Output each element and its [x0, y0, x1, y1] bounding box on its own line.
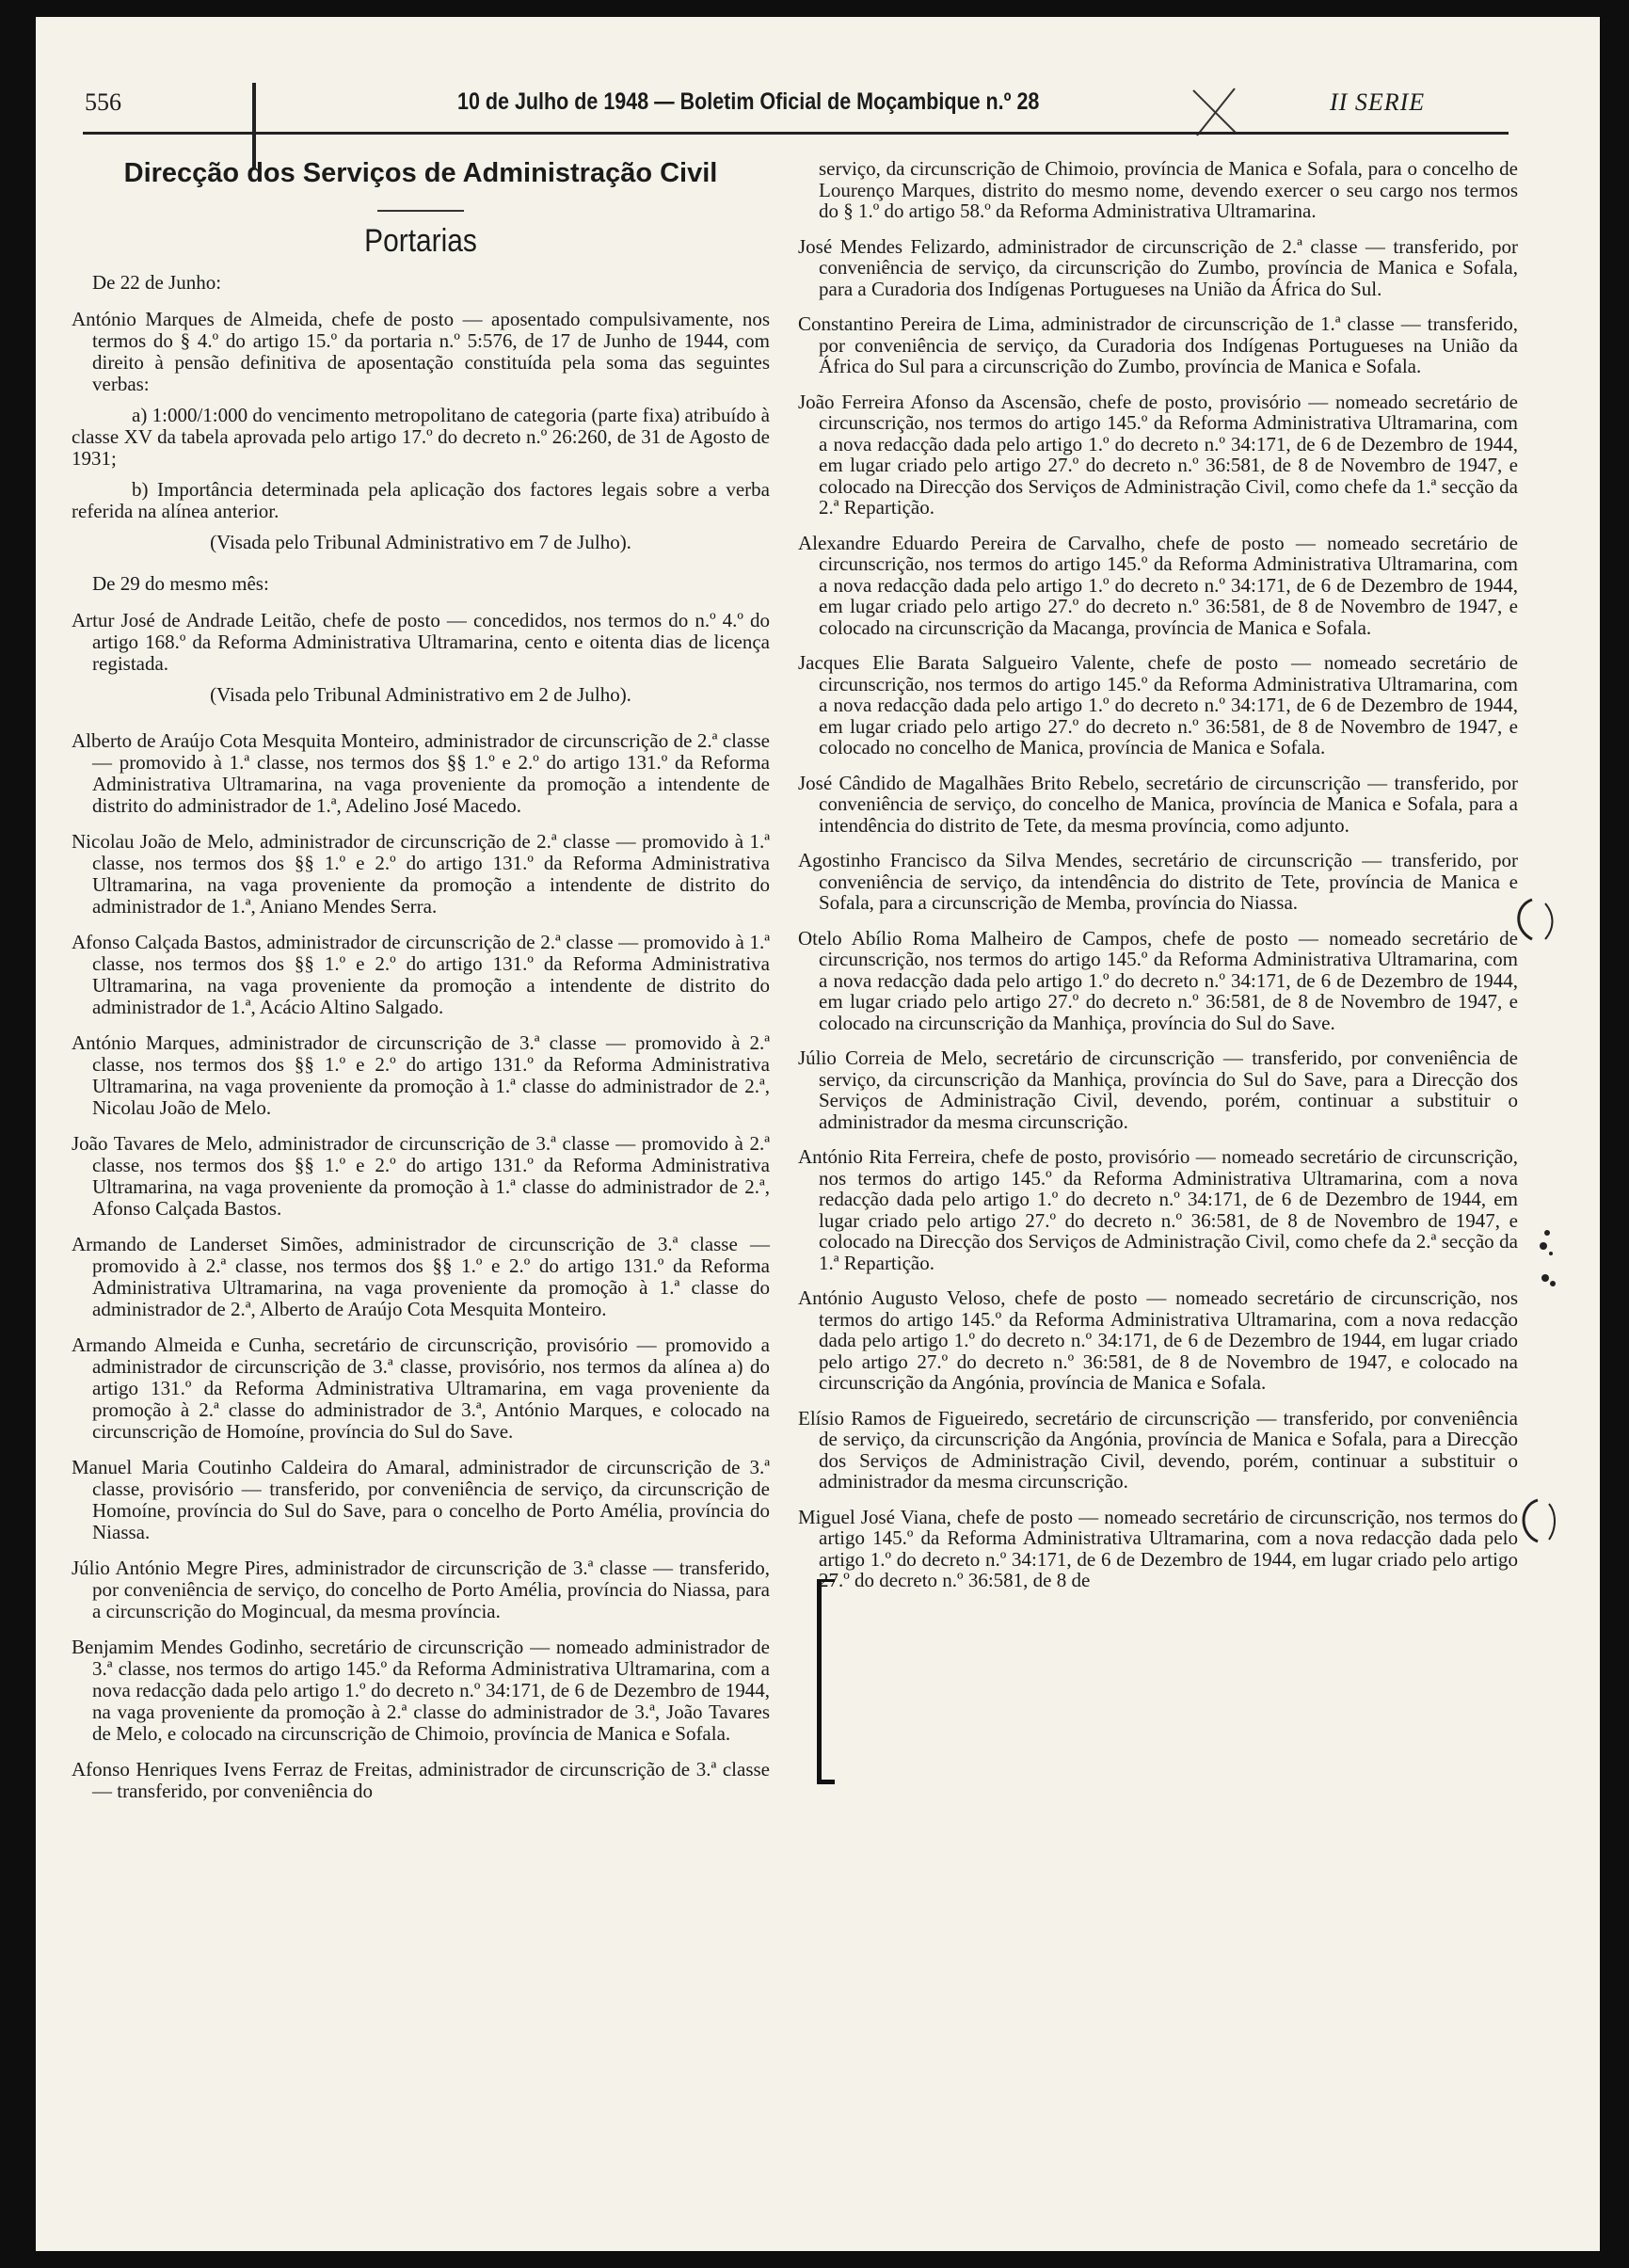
section-title: Direcção dos Serviços de Administração Civil — [123, 158, 718, 188]
margin-punch-mark-icon — [1504, 892, 1560, 949]
page-header — [36, 79, 1600, 136]
portaria-entry: Júlio António Megre Pires, administrador de circunscrição de 3.ª classe — transferido, por conveniência de serviço, do concelho de Porto Amélia, província do Niassa, para a circunscrição do Mogincual, da mesma província. — [72, 1557, 770, 1622]
portaria-entry: Agostinho Francisco da Silva Mendes, secretário de circunscrição — transferido, por conveniência de serviço, da intendência do distrito de Tete, província de Manica e Sofala, para a circunscrição de Memba, província do Niassa. — [798, 849, 1518, 914]
page-number: 556 — [85, 88, 121, 116]
portaria-entry: José Cândido de Magalhães Brito Rebelo, secretário de circunscrição — transferido, por conveniência de serviço, do concelho de Manica, província de Manica e Sofala, para a intendência do distrito de Tete, da mesma província, como adjunto. — [798, 771, 1518, 837]
portaria-entry: Júlio Correia de Melo, secretário de circunscrição — transferido, por conveniência de serviço, da circunscrição da Manhiça, província do Sul do Save, para a Direcção dos Serviços de Administração Civil, devendo, porém, continuar a substituir o administrador da mesma circunscrição. — [798, 1046, 1518, 1133]
portaria-entry: Afonso Henriques Ivens Ferraz de Freitas, administrador de circunscrição de 3.ª classe — transferido, por conveniência do — [72, 1758, 770, 1802]
portaria-entry: Armando de Landerset Simões, administrador de circunscrição de 3.ª classe — promovido à 2.ª classe, nos termos dos §§ 1.º e 2.º do artigo 131.º da Reforma Administrativa Ultramarina, na vaga proveniente da promoção à 1.ª classe do administrador de 2.ª, Alberto de Araújo Cota Mesquita Monteiro. — [72, 1233, 770, 1320]
portaria-entry: Manuel Maria Coutinho Caldeira do Amaral, administrador de circunscrição de 3.ª classe, provisório — transferido, por conveniência de serviço, da circunscrição de Homoíne, província do Sul do Save, para o concelho de Porto Amélia, província do Niassa. — [72, 1456, 770, 1543]
portaria-entry: António Marques de Almeida, chefe de posto — aposentado compulsivamente, nos termos do § 4.º do artigo 15.º da portaria n.º 5:576, de 17 de Junho de 1944, com direito à pensão definitiva de aposentação constituída pela soma das seguintes verbas: — [72, 308, 770, 395]
document-page — [36, 17, 1600, 2251]
visa-note: (Visada pelo Tribunal Administrativo em 2 de Julho). — [210, 683, 631, 706]
portaria-entry: Nicolau João de Melo, administrador de circunscrição de 2.ª classe — promovido à 1.ª classe, nos termos dos §§ 1.º e 2.º do artigo 131.º da Reforma Administrativa Ultramarina, na vaga proveniente da promoção a intendente de distrito do administrador de 1.ª, Aniano Mendes Serra. — [72, 830, 770, 918]
margin-ink-spots-icon — [1534, 1222, 1562, 1297]
portaria-entry: Benjamim Mendes Godinho, secretário de circunscrição — nomeado administrador de 3.ª classe, nos termos do artigo 145.º da Reforma Administrativa Ultramarina, com a nova redacção dada pelo artigo 1.º do decreto n.º 34:171, de 6 de Dezembro de 1944, na vaga proveniente da promoção à 2.ª classe do administrador de 3.ª, João Tavares de Melo, e colocado na circunscrição de Chimoio, província de Manica e Sofala. — [72, 1636, 770, 1745]
series-label: II SERIE — [1330, 88, 1426, 116]
portaria-entry: João Tavares de Melo, administrador de circunscrição de 3.ª classe — promovido à 2.ª classe, nos termos dos §§ 1.º e 2.º do artigo 131.º da Reforma Administrativa Ultramarina, na vaga proveniente da promoção à 1.ª classe do administrador de 2.ª, Afonso Calçada Bastos. — [72, 1132, 770, 1220]
portaria-entry: Constantino Pereira de Lima, administrador de circunscrição de 1.ª classe — transferido, por conveniência de serviço, da Curadoria dos Indígenas Portugueses na União da África do Sul para a circunscrição do Zumbo, província de Manica e Sofala. — [798, 312, 1518, 377]
header-rule — [83, 132, 1509, 135]
date-line: De 29 do mesmo mês: — [92, 572, 269, 595]
portaria-entry: Alberto de Araújo Cota Mesquita Monteiro, administrador de circunscrição de 2.ª classe — promovido à 1.ª classe, nos termos dos §§ 1.º e 2.º do artigo 131.º da Reforma Administrativa Ultramarina, na vaga proveniente da promoção a intendente de distrito do administrador de 1.ª, Adelino José Macedo. — [72, 729, 770, 817]
gazette-title: 10 de Julho de 1948 — Boletim Oficial de Moçambique n.º 28 — [457, 88, 1040, 115]
portaria-entry: José Mendes Felizardo, administrador de circunscrição de 2.ª classe — transferido, por conveniência de serviço, da circunscrição do Zumbo, província de Manica e Sofala, para a Curadoria dos Indígenas Portugueses na União da África do Sul. — [798, 234, 1518, 300]
right-column — [798, 158, 1518, 1605]
portaria-entry: Miguel José Viana, chefe de posto — nomeado secretário de circunscrição, nos termos do artigo 145.º da Reforma Administrativa Ultramarina, com a nova redacção dada pelo artigo 1.º do decreto n.º 34:171, de 6 de Dezembro de 1944, em lugar criado pelo artigo 27.º do decreto n.º 36:581, de 8 de — [798, 1505, 1518, 1591]
portaria-entry: Jacques Elie Barata Salgueiro Valente, chefe de posto — nomeado secretário de circunscrição, nos termos do artigo 145.º da Reforma Administrativa Ultramarina, com a nova redacção dada pelo artigo 1.º do decreto n.º 34:171, de 6 de Dezembro de 1944, em lugar criado pelo artigo 27.º do decreto n.º 36:581, de 8 de Novembro de 1947, e colocado no concelho de Manica, província de Manica e Sofala. — [798, 651, 1518, 759]
portaria-entry: Otelo Abílio Roma Malheiro de Campos, chefe de posto — nomeado secretário de circunscrição, nos termos do artigo 145.º da Reforma Administrativa Ultramarina, com a nova redacção dada pelo artigo 1.º do decreto n.º 34:171, de 6 de Dezembro de 1944, em lugar criado pelo artigo 27.º do decreto n.º 36:581, de 8 de Novembro de 1947, e colocado na circunscrição da Manhiça, província do Sul do Save. — [798, 926, 1518, 1034]
portaria-entry: Artur José de Andrade Leitão, chefe de posto — concedidos, nos termos do n.º 4.º do artigo 168.º da Reforma Administrativa Ultramarina, cento e oitenta dias de licença registada. — [72, 609, 770, 675]
portaria-entry: António Augusto Veloso, chefe de posto — nomeado secretário de circunscrição, nos termos do artigo 145.º da Reforma Administrativa Ultramarina, com a nova redacção dada pelo artigo 1.º do decreto n.º 34:171, de 6 de Dezembro de 1944, em lugar criado pelo artigo 27.º do decreto n.º 36:581, de 8 de Novembro de 1947, e colocado na circunscrição da Angónia, província de Manica e Sofala. — [798, 1286, 1518, 1394]
portaria-entry: António Marques, administrador de circunscrição de 3.ª classe — promovido à 2.ª classe, nos termos dos §§ 1.º e 2.º do artigo 131.º da Reforma Administrativa Ultramarina, na vaga proveniente da promoção à 1.ª classe do administrador de 2.ª, Nicolau João de Melo. — [72, 1031, 770, 1119]
portaria-entry: Elísio Ramos de Figueiredo, secretário de circunscrição — transferido, por conveniência de serviço, da circunscrição da Angónia, província de Manica e Sofala, para a Direcção dos Serviços de Administração Civil, devendo, porém, continuar a substituir o administrador da mesma circunscrição. — [798, 1406, 1518, 1493]
margin-bracket — [817, 1579, 835, 1784]
subsection-title: Portarias — [364, 223, 477, 259]
portaria-entry: Alexandre Eduardo Pereira de Carvalho, chefe de posto — nomeado secretário de circunscrição, nos termos do artigo 145.º da Reforma Administrativa Ultramarina, com a nova redacção dada pelo artigo 1.º do decreto n.º 34:171, de 6 de Dezembro de 1944, em lugar criado pelo artigo 27.º do decreto n.º 36:581, de 8 de Novembro de 1947, e colocado na circunscrição da Macanga, província de Manica e Sofala. — [798, 531, 1518, 639]
portaria-entry: Armando Almeida e Cunha, secretário de circunscrição, provisório — promovido a administrador de circunscrição de 3.ª classe, provisório, nos termos da alínea a) do artigo 131.º da Reforma Administrativa Ultramarina, em vaga proveniente da promoção à 2.ª classe do administrador de 3.ª, António Marques, e colocado na circunscrição de Homoíne, província do Sul do Save. — [72, 1334, 770, 1443]
portaria-continuation: serviço, da circunscrição de Chimoio, província de Manica e Sofala, para o concelho de Lourenço Marques, distrito do mesmo nome, devendo exercer o seu cargo nos termos do § 1.º do artigo 58.º da Reforma Administrativa Ultramarina. — [819, 157, 1518, 222]
portaria-item-b: b) Importância determinada pela aplicação dos factores legais sobre a verba referida na alínea anterior. — [72, 478, 770, 522]
margin-punch-mark-icon — [1509, 1494, 1562, 1547]
portaria-entry: Afonso Calçada Bastos, administrador de circunscrição de 2.ª classe — promovido à 1.ª classe, nos termos dos §§ 1.º e 2.º do artigo 131.º da Reforma Administrativa Ultramarina, na vaga proveniente da promoção a intendente de distrito do administrador de 1.ª, Acácio Altino Salgado. — [72, 931, 770, 1018]
portaria-entry: António Rita Ferreira, chefe de posto, provisório — nomeado secretário de circunscrição, nos termos do artigo 145.º da Reforma Administrativa Ultramarina, com a nova redacção dada pelo artigo 1.º do decreto n.º 34:171, de 6 de Dezembro de 1944, em lugar criado pelo artigo 27.º do decreto n.º 36:581, de 8 de Novembro de 1947, e colocado na Direcção dos Serviços de Administração Civil, como chefe da 2.ª secção da 1.ª Repartição. — [798, 1145, 1518, 1274]
portaria-item-a: a) 1:000/1:000 do vencimento metropolitano de categoria (parte fixa) atribuído à classe XV da tabela aprovada pelo artigo 17.º do decreto n.º 26:260, de 31 de Agosto de 1931; — [72, 404, 770, 470]
date-line: De 22 de Junho: — [92, 271, 222, 294]
visa-note: (Visada pelo Tribunal Administrativo em 7 de Julho). — [210, 531, 631, 553]
left-column — [72, 156, 770, 1816]
portaria-entry: João Ferreira Afonso da Ascensão, chefe de posto, provisório — nomeado secretário de circunscrição, nos termos do artigo 145.º da Reforma Administrativa Ultramarina, com a nova redacção dada pelo artigo 1.º do decreto n.º 34:171, de 6 de Dezembro de 1944, em lugar criado pelo artigo 27.º do decreto n.º 36:581, de 8 de Novembro de 1947, e colocado na Direcção dos Serviços de Administração Civil, como chefe da 1.ª secção da 2.ª Repartição. — [798, 390, 1518, 519]
title-divider — [377, 210, 464, 212]
